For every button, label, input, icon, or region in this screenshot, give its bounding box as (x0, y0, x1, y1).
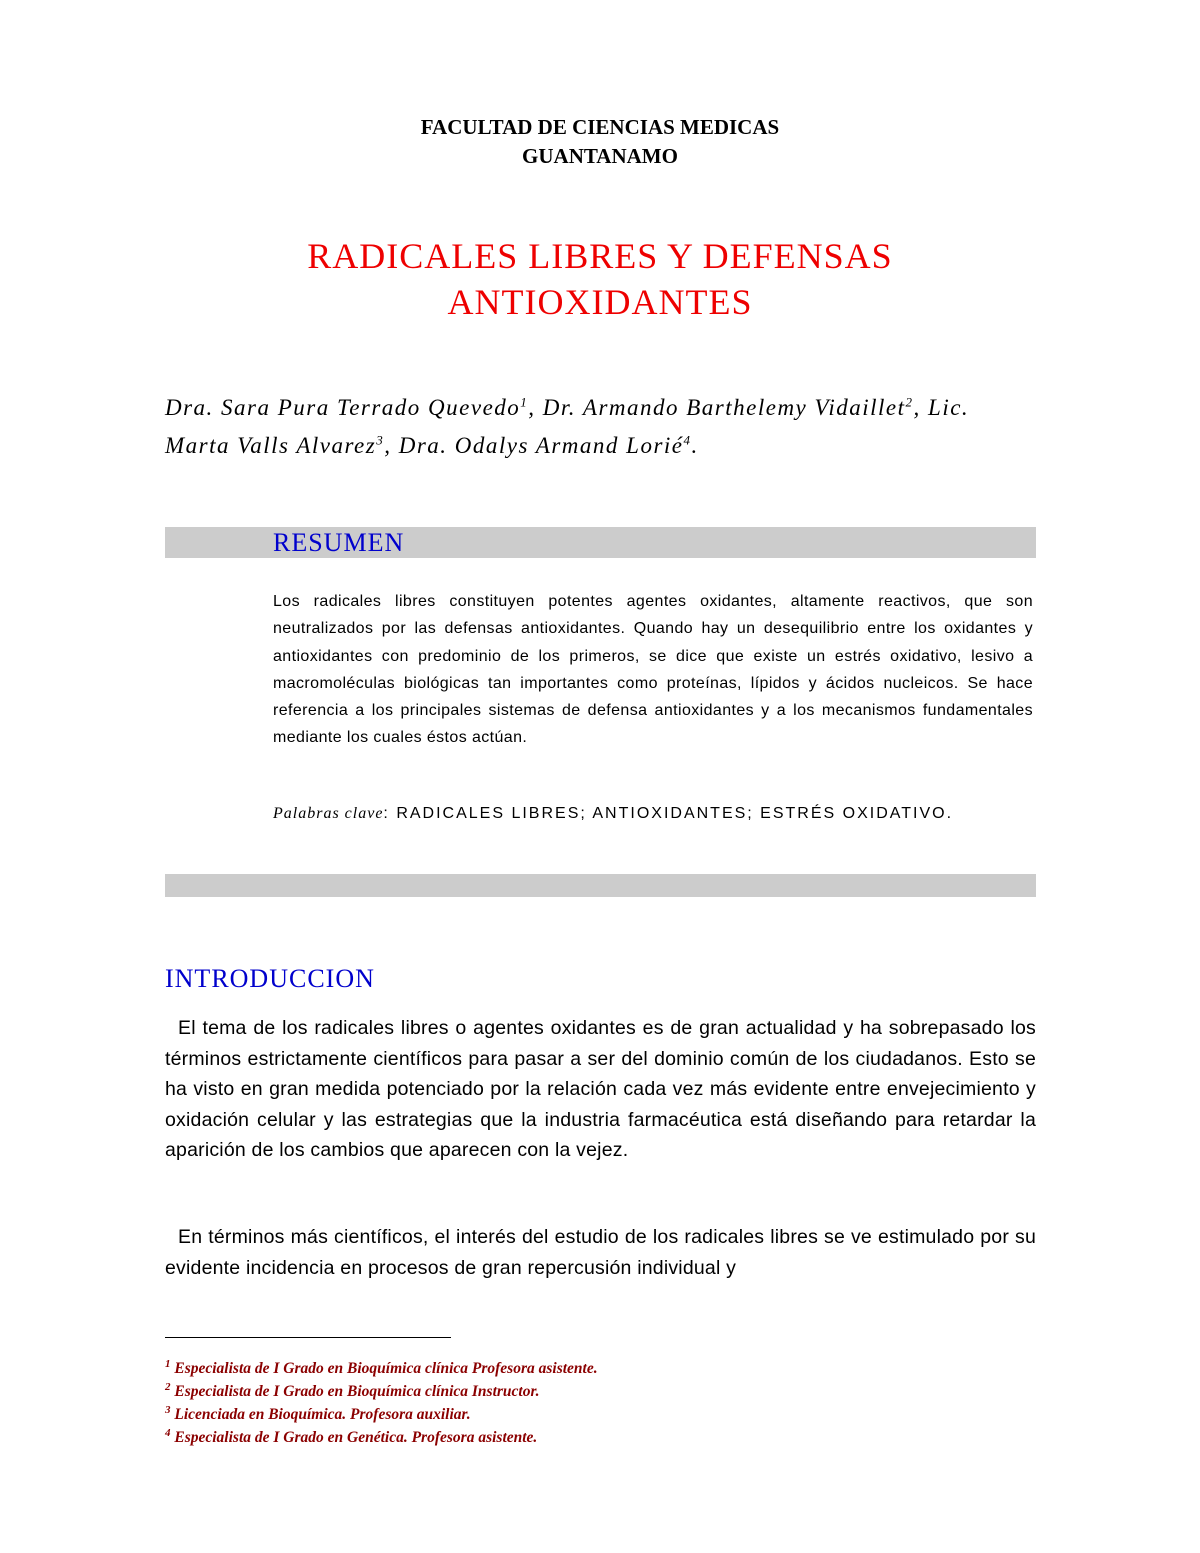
footnote-2: $^2$ Especialista de I Grado en Bioquímica clínica Instructor. (165, 1381, 540, 1401)
institution-header (0, 113, 1200, 171)
footnote-3: $^3$ Licenciada en Bioquímica. Profesora auxiliar. (165, 1404, 471, 1424)
introduction-paragraph-2: En términos más científicos, el interés del estudio de los radicales libres se ve estimulado por su evidente incidencia en procesos de gran repercusión individual y (165, 1226, 1036, 1279)
keywords-label: Palabras clave (273, 805, 384, 822)
author-2: Dr. Armando Barthelemy Vidaillet$^2$, (542, 394, 929, 420)
footnote-separator (165, 1337, 451, 1338)
introduction-paragraph-1: El tema de los radicales libres o agentes oxidantes es de gran actualidad y ha sobrepasado los términos estrictamente científicos para pasar a ser del dominio común de los ciudadanos. Esto se ha visto en gran medida potenciado por la relación cada vez más evidente entre envejecimiento y oxidación celular y las estrategias que la industria farmacéutica está diseñando para retardar la aparición de los cambios que aparecen con la vejez. (165, 1017, 1036, 1162)
author-1-mark: 1 (520, 394, 529, 410)
abstract-text: Los radicales libres constituyen potentes agentes oxidantes, altamente reactivos, que son neutralizados por las defensas antioxidantes. Quando hay un desequilibrio entre los oxidantes y antioxidantes con predominio de los primeros, se dice que existe un estrés oxidativo, lesivo a macromoléculas biológicas tan importantes como proteínas, lípidos y ácidos nucleicos. Se hace referencia a los principales sistemas de defensa antioxidantes y a los mecanismos fundamentales mediante los cuales éstos actúan. (273, 593, 1033, 747)
author-3-mark: 3 (376, 432, 385, 448)
author-1: Dra. Sara Pura Terrado Quevedo$^1$, (165, 394, 543, 420)
institution-name: FACULTAD DE CIENCIAS MEDICAS (420, 115, 780, 139)
abstract-bottom-bar (165, 874, 1036, 897)
abstract-heading: RESUMEN (273, 528, 405, 557)
institution-city: GUANTANAMO (522, 144, 678, 168)
author-3: Lic. Marta Valls Alvarez$^3$, (165, 395, 970, 458)
author-list (165, 389, 1035, 465)
author-4-mark: 4 (683, 432, 692, 448)
keywords-list: : RADICALES LIBRES; ANTIOXIDANTES; ESTRÉS OXIDATIVO. (383, 805, 954, 822)
paper-title-line-1: RADICALES LIBRES Y DEFENSAS (307, 236, 893, 276)
author-2-mark: 2 (905, 394, 914, 410)
footnote-4: $^4$ Especialista de I Grado en Genética. Profesora asistente. (165, 1427, 538, 1447)
paper-title-line-2: ANTIOXIDANTES (447, 282, 753, 322)
author-4: Dra. Odalys Armand Lorié$^4$. (398, 432, 699, 458)
paper-title (0, 233, 1200, 325)
footnote-1: $^1$ Especialista de I Grado en Bioquímica clínica Profesora asistente. (165, 1358, 598, 1378)
keywords (273, 800, 1033, 827)
introduction-heading: INTRODUCCION (165, 964, 375, 993)
